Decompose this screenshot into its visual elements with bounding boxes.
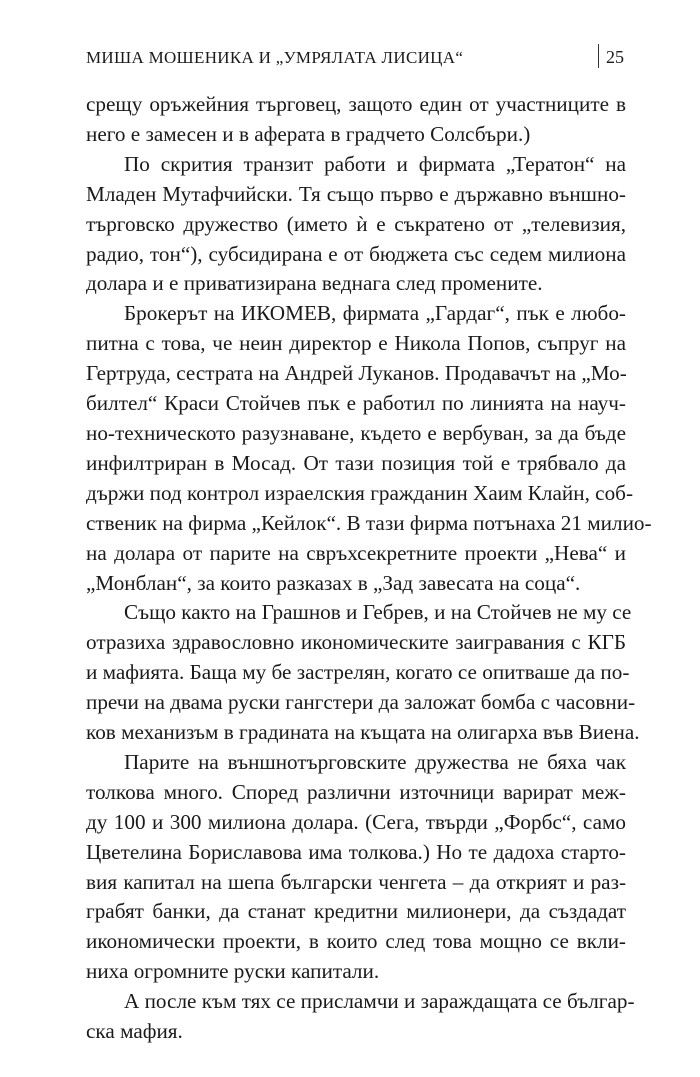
text-line: него е замесен и в аферата в градчето Солсбъри.) — [86, 121, 531, 146]
text-line: ков механизъм в градината на къщата на олигарха във Виена. — [86, 720, 640, 745]
text-line: икономически проекти, в които след това мощно се вкли- — [86, 929, 626, 954]
page-number: 25 — [606, 47, 624, 67]
text-line: толкова много. Според различни източници варират меж- — [86, 779, 626, 804]
text-line: и мафията. Баща му бе застрелян, когато се опитваше да по- — [86, 660, 630, 685]
running-title: МИША МОШЕНИКА И „УМРЯЛАТА ЛИСИЦА“ — [86, 48, 464, 67]
text-line: държи под контрол израелския гражданин Хаим Клайн, соб- — [86, 480, 633, 505]
text-line: А после към тях се присламчи и зараждащата се българ- — [124, 989, 635, 1014]
text-line: питна с това, че неин директор е Никола Попов, съпруг на — [86, 331, 626, 356]
text-line: Гертруда, сестрата на Андрей Луканов. Продавачът на „Мо- — [86, 361, 627, 386]
paragraph — [86, 598, 640, 748]
paragraph — [86, 90, 626, 150]
text-line: билтел“ Краси Стойчев пък е работил по линията на науч- — [86, 391, 626, 416]
text-line: По скрития транзит работи и фирмата „Тератон“ на — [124, 151, 626, 176]
paragraph — [86, 150, 626, 300]
text-line: пречи на двама руски гангстери да заложат бомба с часовни- — [86, 690, 636, 715]
text-line: Парите на външнотърговските дружества не бяха чак — [124, 749, 626, 774]
paragraph — [86, 748, 626, 987]
text-line: Цветелина Бориславова има толкова.) Но те дадоха старто- — [86, 839, 626, 864]
text-line: Младен Мутафчийски. Тя също първо е държавно външно- — [86, 181, 626, 206]
paragraph — [86, 987, 635, 1047]
text-line: ска мафия. — [86, 1019, 183, 1044]
text-line: Също както на Грашнов и Гебрев, и на Стойчев не му се — [124, 600, 632, 625]
text-line: „Монблан“, за които разказах в „Зад завесата на соца“. — [86, 570, 581, 595]
text-line: срещу оръжейния търговец, защото един от участниците в — [86, 92, 626, 116]
running-header — [86, 44, 626, 72]
paragraph — [86, 299, 652, 598]
text-line: Брокерът на ИКОМЕВ, фирмата „Гардаг“, пък е любо- — [124, 301, 626, 326]
text-line: отразиха здравословно икономическите заигравания с КГБ — [86, 630, 626, 655]
text-line: търговско дружество (името ѝ е съкратено от „телевизия, — [86, 211, 626, 236]
text-line: долара и е приватизирана веднага след промените. — [86, 271, 543, 296]
text-line: на долара от парите на свръхсекретните проекти „Нева“ и — [86, 540, 626, 565]
header-divider — [598, 44, 599, 68]
text-line: ду 100 и 300 милиона долара. (Сега, твърди „Форбс“, само — [86, 809, 626, 834]
text-line: инфилтриран в Мосад. От тази позиция той е трябвало да — [86, 450, 626, 475]
text-line: ниха огромните руски капитали. — [86, 959, 380, 984]
text-line: грабят банки, да станат кредитни милионери, да създадат — [86, 899, 626, 924]
body-text — [86, 90, 652, 1047]
text-line: вия капитал на шепа български ченгета – да открият и раз- — [86, 869, 626, 894]
text-line: ственик на фирма „Кейлок“. В тази фирма потънаха 21 милио- — [86, 510, 652, 535]
text-line: но-техническото разузнаване, където е вербуван, за да бъде — [86, 420, 626, 445]
text-line: радио, тон“), субсидирана е от бюджета със седем милиона — [86, 241, 626, 266]
